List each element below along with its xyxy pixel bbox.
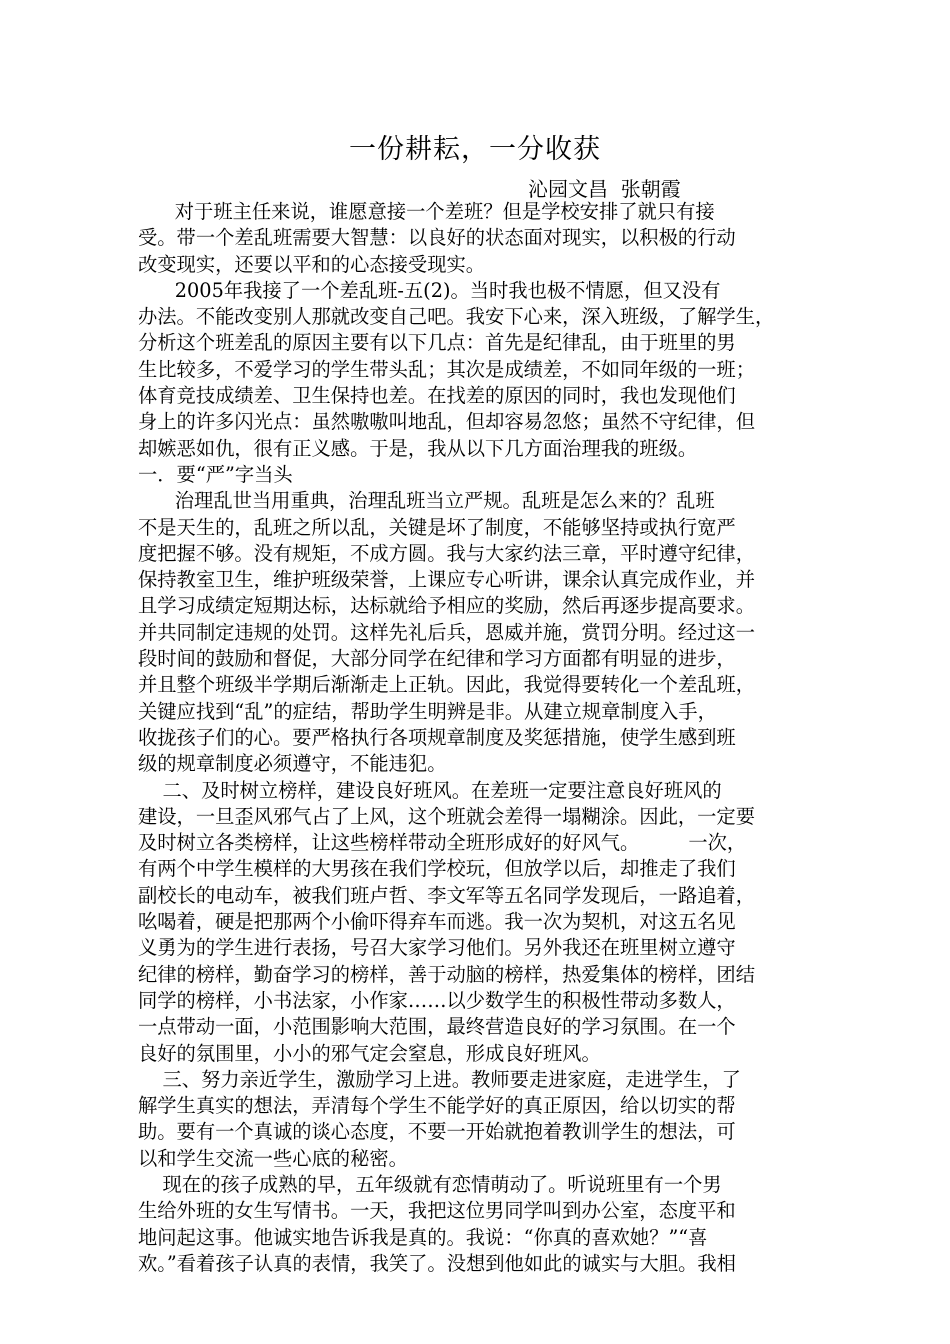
text-line: 分析这个班差乱的原因主要有以下几点：首先是纪律乱，由于班里的男 — [138, 331, 736, 355]
text-line: 度把握不够。没有规矩，不成方圆。我与大家约法三章，平时遵守纪律， — [138, 541, 755, 565]
text-line: 良好的氛围里，小小的邪气定会窒息，形成良好班风。 — [138, 1041, 601, 1065]
text-line: 体育竞技成绩差、卫生保持也差。在找差的原因的同时，我也发现他们 — [138, 384, 736, 408]
text-line: 段时间的鼓励和督促，大部分同学在纪律和学习方面都有明显的进步， — [138, 647, 736, 671]
text-line: 以和学生交流一些心底的秘密。 — [138, 1146, 408, 1170]
paragraph — [138, 488, 818, 777]
text-line: 副校长的电动车，被我们班卢哲、李文军等五名同学发现后，一路追着， — [138, 883, 755, 907]
text-line: 二、及时树立榜样，建设良好班风。在差班一定要注意良好班风的 — [138, 778, 722, 802]
text-line: 吆喝着，硬是把那两个小偷吓得弃车而逃。我一次为契机，对这五名见 — [138, 910, 736, 934]
text-line: 不是天生的，乱班之所以乱，关键是坏了制度，不能够坚持或执行宽严 — [138, 515, 736, 539]
text-line: 却嫉恶如仇，很有正义感。于是，我从以下几方面治理我的班级。 — [138, 436, 698, 460]
text-line: 助。要有一个真诚的谈心态度，不要一开始就抱着教训学生的想法，可 — [138, 1120, 736, 1144]
document-body — [138, 199, 818, 1277]
paragraph — [138, 199, 818, 278]
text-line: 生给外班的女生写情书。一天，我把这位男同学叫到办公室，态度平和 — [138, 1199, 736, 1223]
text-line: 治理乱世当用重典，治理乱班当立严规。乱班是怎么来的？乱班 — [138, 489, 715, 513]
text-line: 身上的许多闪光点：虽然嗷嗷叫地乱，但却容易忽悠；虽然不守纪律，但 — [138, 410, 755, 434]
page-title: 一份耕耘，一分收获 — [349, 134, 601, 165]
text-line: 建设，一旦歪风邪气占了上风，这个班就会差得一塌糊涂。因此，一定要 — [138, 804, 755, 828]
text-line: 对于班主任来说，谁愿意接一个差班？但是学校安排了就只有接 — [138, 200, 715, 223]
text-line: 并且整个班级半学期后渐渐走上正轨。因此，我觉得要转化一个差乱班， — [138, 673, 755, 697]
text-line: 纪律的榜样，勤奋学习的榜样，善于动脑的榜样，热爱集体的榜样，团结 — [138, 962, 755, 986]
text-line: 受。带一个差乱班需要大智慧：以良好的状态面对现实，以积极的行动 — [138, 226, 736, 250]
text-line: 关键应找到“乱”的症结，帮助学生明辨是非。从建立规章制度入手， — [138, 699, 717, 723]
text-line: 义勇为的学生进行表扬，号召大家学习他们。另外我还在班里树立遵守 — [138, 936, 736, 960]
text-line: 同学的榜样，小书法家，小作家……以少数学生的积极性带动多数人， — [138, 988, 736, 1012]
paragraph — [138, 462, 818, 488]
text-line: 保持教室卫生，维护班级荣誉，上课应专心听讲，课余认真完成作业，并 — [138, 568, 755, 592]
text-line: 现在的孩子成熟的早，五年级就有恋情萌动了。听说班里有一个男 — [138, 1172, 722, 1196]
text-line: 有两个中学生模样的大男孩在我们学校玩，但放学以后，却推走了我们 — [138, 857, 736, 881]
author-line: 沁园文昌 张朝霞 — [528, 177, 681, 201]
text-line: 一点带动一面，小范围影响大范围，最终营造良好的学习氛围。在一个 — [138, 1015, 736, 1039]
text-line: 并共同制定违规的处罚。这样先礼后兵，恩威并施，赏罚分明。经过这一 — [138, 620, 755, 644]
text-line: 地问起这事。他诚实地告诉我是真的。我说：“你真的喜欢她？”“喜 — [138, 1225, 708, 1249]
text-line: 及时树立各类榜样，让这些榜样带动全班形成好的好风气。 一次， — [138, 831, 747, 855]
text-line: 三、努力亲近学生，激励学习上进。教师要走进家庭，走进学生，了 — [138, 1067, 741, 1091]
paragraph — [138, 1172, 818, 1277]
text-line: 一．要“严”字当头 — [138, 462, 293, 486]
text-line: 级的规章制度必须遵守，不能违犯。 — [138, 752, 447, 776]
paragraph — [138, 278, 818, 462]
paragraph — [138, 1067, 818, 1172]
text-line: 解学生真实的想法，弄清每个学生不能学好的真正原因，给以切实的帮 — [138, 1094, 736, 1118]
text-line: 2005年我接了一个差乱班-五(2)。当时我也极不情愿，但又没有 — [138, 278, 721, 302]
text-line: 收拢孩子们的心。要严格执行各项规章制度及奖惩措施，使学生感到班 — [138, 725, 736, 749]
text-line: 办法。不能改变别人那就改变自己吧。我安下心来，深入班级，了解学生， — [138, 305, 775, 329]
text-line: 且学习成绩定短期达标，达标就给予相应的奖励，然后再逐步提高要求。 — [138, 594, 755, 618]
text-line: 生比较多，不爱学习的学生带头乱；其次是成绩差，不如同年级的一班； — [138, 357, 755, 381]
paragraph — [138, 778, 818, 1067]
text-line: 欢。”看着孩子认真的表情，我笑了。没想到他如此的诚实与大胆。我相 — [138, 1251, 736, 1275]
text-line: 改变现实，还要以平和的心态接受现实。 — [138, 252, 486, 276]
